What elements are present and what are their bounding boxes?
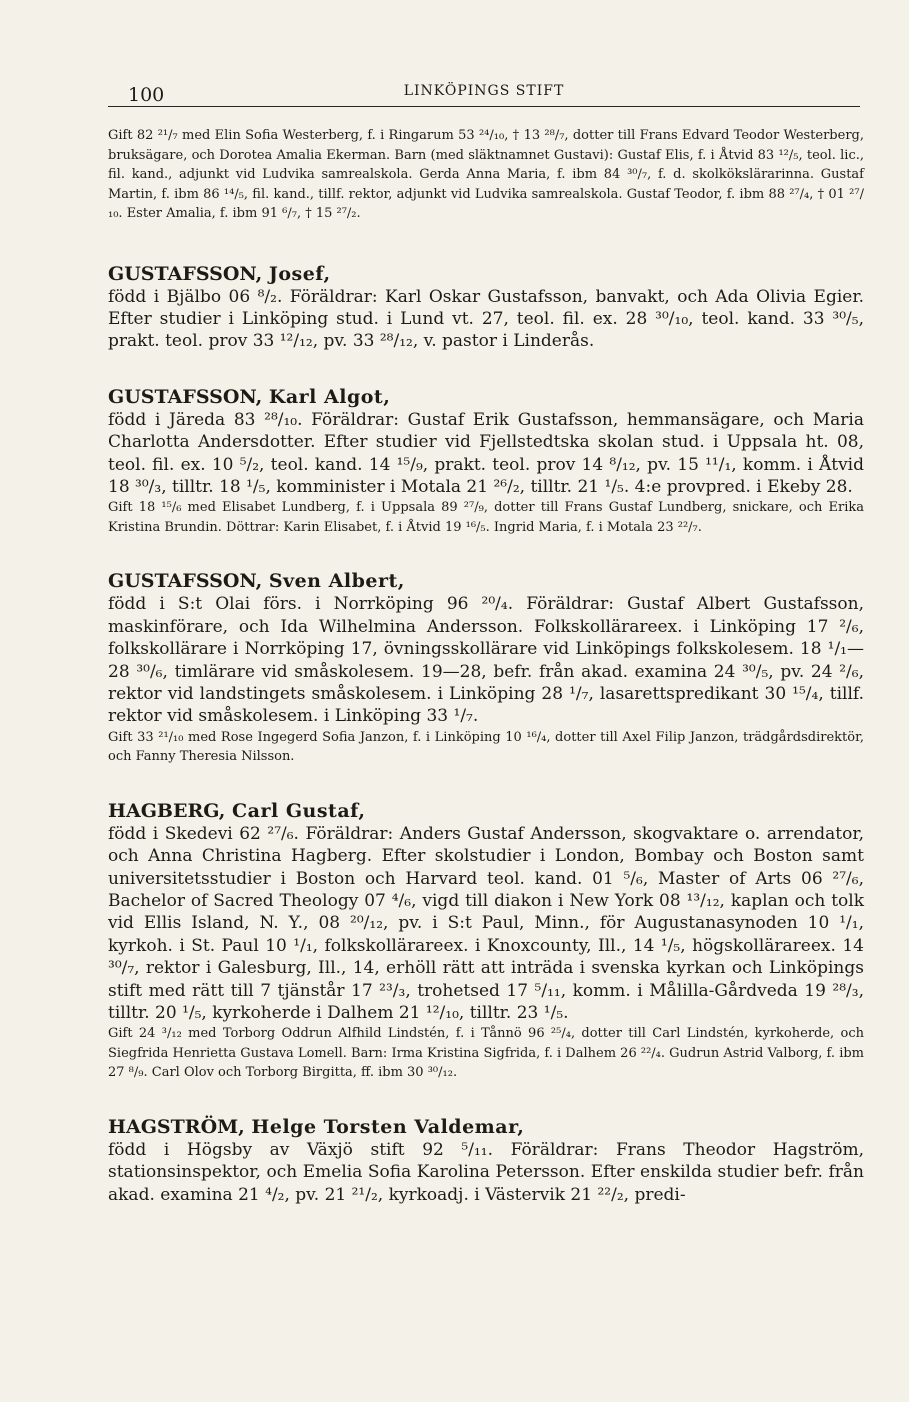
entry-family: Gift 24 ³/₁₂ med Torborg Oddrun Alfhild Lindstén, f. i Tånnö 96 ²⁵/₄, dotter till Carl Lindstén, kyrkoherde, och Siegfrida Henrietta Gustava Lomell. Barn: Irma Kristina Sigfrida, f. i Dalhem 26 ²²/₄. Gudrun Astrid Valborg, f. ibm 27 ⁸/₉. Carl Olov och Torborg Birgitta, ff. ibm 30 ³⁰/₁₂.: [108, 1026, 864, 1081]
biography-entry-josef: [108, 262, 864, 353]
biography-entry-hagstrom: [108, 1115, 864, 1206]
entry-body: född i Högsby av Växjö stift 92 ⁵/₁₁. Föräldrar: Frans Theodor Hagström, stationsinspektor, och Emelia Sofia Karolina Petersson. Efter enskilda studier befr. från akad. examina 21 ⁴/₂, pv. 21 ²¹/₂, kyrkoadj. i Västervik 21 ²²/₂, predi-: [108, 1139, 864, 1205]
entry-given-name: Karl Algot,: [268, 385, 391, 408]
entry-heading: [108, 799, 864, 823]
entry-family: Gift 18 ¹⁵/₆ med Elisabet Lundberg, f. i Uppsala 89 ²⁷/₉, dotter till Frans Gustaf Lundberg, snickare, och Erika Kristina Brundin. Döttrar: Karin Elisabet, f. i Åtvid 19 ¹⁶/₅. Ingrid Maria, f. i Motala 23 ²²/₇.: [108, 500, 864, 535]
entry-body: född i Järeda 83 ²⁸/₁₀. Föräldrar: Gustaf Erik Gustafsson, hemmansägare, och Maria Charlotta Andersdotter. Efter studier vid Fjellstedtska skolan stud. i Uppsala ht. 08, teol. fil. ex. 10 ⁵/₂, teol. kand. 14 ¹⁵/₉, prakt. teol. prov 14 ⁸/₁₂, pv. 15 ¹¹/₁, komm. i Åtvid 18 ³⁰/₃, tilltr. 18 ¹/₅, komminister i Motala 21 ²⁶/₂, tilltr. 21 ¹/₅. 4:e provpred. i Ekeby 28.: [108, 409, 864, 497]
continuation-family-paragraph: Gift 82 ²¹/₇ med Elin Sofia Westerberg, f. i Ringarum 53 ²⁴/₁₀, † 13 ²⁸/₇, dotter till Frans Edvard Teodor Westerberg, bruksägare, och Dorotea Amalia Ekerman. Barn (med släktnamnet Gustavi): Gustaf Elis, f. i Åtvid 83 ¹²/₅, teol. lic., fil. kand., adjunkt vid Ludvika samrealskola. Gerda Anna Maria, f. ibm 84 ³⁰/₇, f. d. skolkökslärarinna. Gustaf Martin, f. ibm 86 ¹⁴/₅, fil. kand., tillf. rektor, adjunkt vid Ludvika samrealskola. Gustaf Teodor, f. ibm 88 ²⁷/₄, † 01 ²⁷/₁₀. Ester Amalia, f. ibm 91 ⁶/₇, † 15 ²⁷/₂.: [108, 128, 864, 221]
entry-surname: GUSTAFSSON,: [108, 570, 263, 593]
biography-entry-sven-albert: [108, 569, 864, 766]
entry-given-name: Sven Albert,: [268, 570, 405, 593]
entry-heading: [108, 1115, 864, 1139]
entry-given-name: Helge Torsten Valdemar,: [251, 1115, 525, 1138]
entry-surname: HAGSTRÖM,: [108, 1115, 245, 1138]
entry-surname: GUSTAFSSON,: [108, 262, 263, 285]
entry-family: Gift 33 ²¹/₁₀ med Rose Ingegerd Sofia Janzon, f. i Linköping 10 ¹⁶/₄, dotter till Axel Filip Janzon, trädgårdsdirektör, och Fanny Theresia Nilsson.: [108, 729, 864, 765]
text-column: [108, 126, 864, 1206]
biography-entry-karl-algot: [108, 385, 864, 538]
entry-surname: HAGBERG,: [108, 799, 226, 822]
running-title: LINKÖPINGS STIFT: [403, 83, 565, 99]
entry-heading: [108, 385, 864, 409]
entry-body: född i Skedevi 62 ²⁷/₆. Föräldrar: Anders Gustaf Andersson, skogvaktare o. arrendator, och Anna Christina Hagberg. Efter skolstudier i London, Bombay och Boston samt universitetsstudier i Boston och Harvard teol. kand. 01 ⁵/₆, Master of Arts 06 ²⁷/₆, Bachelor of Sacred Theology 07 ⁴/₆, vigd till diakon i New York 08 ¹³/₁₂, kaplan och tolk vid Ellis Island, N. Y., 08 ²⁰/₁₂, pv. i S:t Paul, Minn., för Augustanasynoden 10 ¹/₁, kyrkoh. i St. Paul 10 ¹/₁, folkskollärareex. i Knoxcounty, Ill., 14 ¹/₅, högskollärareex. 14 ³⁰/₇, rektor i Galesburg, Ill., 14, erhöll rätt att inträda i svenska kyrkan och Linköpings stift med rätt till 7 tjänstår 17 ²³/₃, trohetsed 17 ⁵/₁₁, komm. i Målilla-Gårdveda 19 ²⁸/₃, tilltr. 20 ¹/₅, kyrkoherde i Dalhem 21 ¹²/₁₀, tilltr. 23 ¹/₅.: [108, 823, 864, 1024]
entry-given-name: Carl Gustaf,: [232, 799, 366, 822]
entry-body: född i S:t Olai förs. i Norrköping 96 ²⁰/₄. Föräldrar: Gustaf Albert Gustafsson, maskinförare, och Ida Wilhelmina Andersson. Folkskollärareex. i Linköping 17 ²/₆, folkskollärare i Norrköping 17, övningsskollärare vid Linköpings folkskolesem. 18 ¹/₁—28 ³⁰/₆, timlärare vid småskolesem. 19—28, befr. från akad. examina 24 ³⁰/₅, pv. 24 ²/₆, rektor vid landstingets småskolesem. i Linköping 28 ¹/₇, lasarettspredikant 30 ¹⁵/₄, tillf. rektor vid småskolesem. i Linköping 33 ¹/₇.: [108, 594, 864, 727]
page-number: 100: [128, 84, 165, 106]
biography-entry-hagberg: [108, 799, 864, 1083]
entry-surname: GUSTAFSSON,: [108, 385, 263, 408]
page-header: [108, 80, 860, 107]
entry-given-name: Josef,: [268, 262, 331, 285]
entry-body: född i Bjälbo 06 ⁸/₂. Föräldrar: Karl Oskar Gustafsson, banvakt, och Ada Olivia Egier. Efter studier i Linköping stud. i Lund vt. 27, teol. fil. ex. 28 ³⁰/₁₀, teol. kand. 33 ³⁰/₅, prakt. teol. prov 33 ¹²/₁₂, pv. 33 ²⁸/₁₂, v. pastor i Linderås.: [108, 286, 864, 352]
entry-heading: [108, 262, 864, 286]
entry-heading: [108, 569, 864, 593]
